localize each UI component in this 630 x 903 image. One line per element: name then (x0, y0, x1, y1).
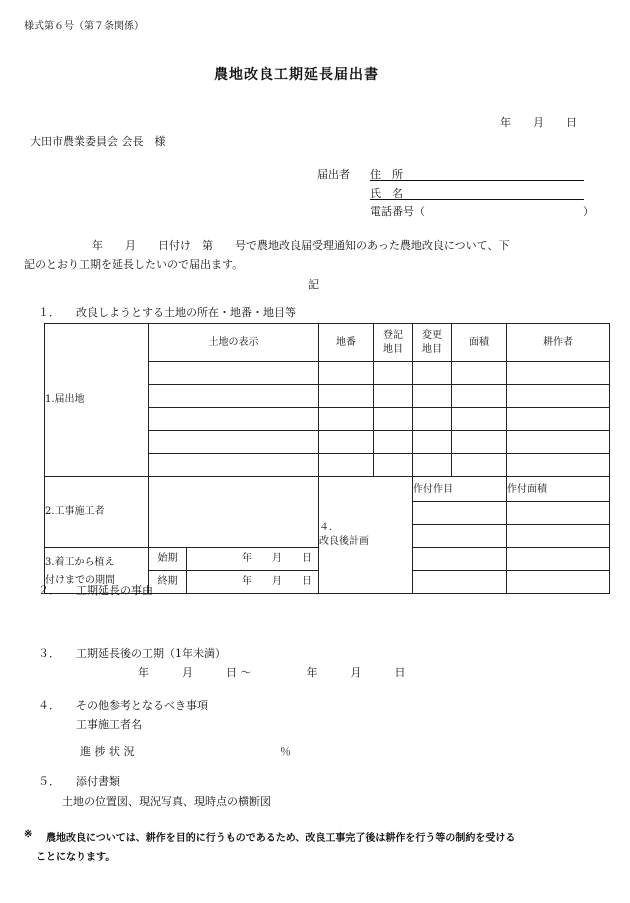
col-changed-category: 変更 地目 (413, 324, 452, 362)
name-underline (370, 199, 584, 200)
contractor-cell (149, 477, 319, 548)
section-4-number: ４． (38, 699, 60, 712)
body-line-2: 記のとおり工期を延長したいので届出ます。 (24, 258, 244, 271)
note-line-2: ことになります。 (36, 852, 116, 863)
end-date: 年 月 日 (187, 571, 319, 594)
section-3-number: ３． (38, 647, 60, 660)
phone-close: ） (583, 205, 594, 218)
form-number: 様式第６号（第７条関係） (24, 21, 144, 32)
phone-label: 電話番号（ (370, 205, 425, 218)
section-2-title: 工期延長の事由 (76, 584, 153, 597)
notified-land-label: 1.届出地 (45, 324, 149, 477)
end-label: 終期 (149, 571, 187, 594)
section-5-number: ５． (38, 775, 60, 788)
date-line: 年 月 日 (500, 116, 577, 129)
col-lot-number: 地番 (319, 324, 374, 362)
col-registered-category: 登記 地目 (374, 324, 413, 362)
period-label: 3.着工から植え 付けまでの期間 (45, 548, 149, 594)
section-1-title: 改良しようとする土地の所在・地番・地目等 (76, 306, 296, 319)
section-3-title: 工期延長後の工期（1年未満） (76, 647, 226, 660)
col-area: 面積 (452, 324, 507, 362)
page-title: 農地改良工期延長届出書 (214, 67, 379, 83)
section-2-number: ２． (38, 584, 60, 597)
contractor-label: 2.工事施工者 (45, 477, 149, 548)
table-cell (149, 431, 319, 454)
land-table (44, 323, 610, 594)
table-cell (149, 454, 319, 477)
contractor-name-label: 工事施工者名 (76, 718, 142, 731)
address-underline (370, 180, 584, 181)
note-mark: ※ (24, 829, 33, 840)
crop-label: 作付作目 (413, 477, 507, 502)
col-land-display: 土地の表示 (149, 324, 319, 362)
note-line-1: 農地改良については、耕作を目的に行うものであるため、改良工事完了後は耕作を行う等の制約を受ける (46, 833, 516, 844)
table-cell (149, 362, 319, 385)
name-label: 氏 名 (370, 187, 403, 200)
progress-percent: ％ (280, 745, 291, 758)
table-cell (149, 408, 319, 431)
applicant-label: 届出者 (317, 168, 350, 181)
col-farmer: 耕作者 (507, 324, 610, 362)
body-line-1: 年 月 日付け 第 号で農地改良届受理通知のあった農地改良について、下 (92, 239, 510, 252)
addressee: 大田市農業委員会 会長 様 (30, 135, 166, 148)
start-label: 始期 (149, 548, 187, 571)
section-1-number: １． (38, 306, 60, 319)
section-5-title: 添付書類 (76, 775, 120, 788)
attachments-list: 土地の位置図、現況写真、現時点の横断図 (62, 795, 271, 808)
progress-label: 進 捗 状 況 (80, 745, 135, 758)
post-plan-label: ４. 改良後計画 (319, 477, 413, 594)
ki-mark: 記 (308, 278, 319, 291)
section-3-period: 年 月 日 ～ 年 月 日 (138, 666, 406, 679)
crop-area-label: 作付面積 (507, 477, 610, 502)
section-4-title: その他参考となるべき事項 (76, 699, 208, 712)
start-date: 年 月 日 (187, 548, 319, 571)
table-cell (149, 385, 319, 408)
address-label: 住 所 (370, 168, 403, 181)
